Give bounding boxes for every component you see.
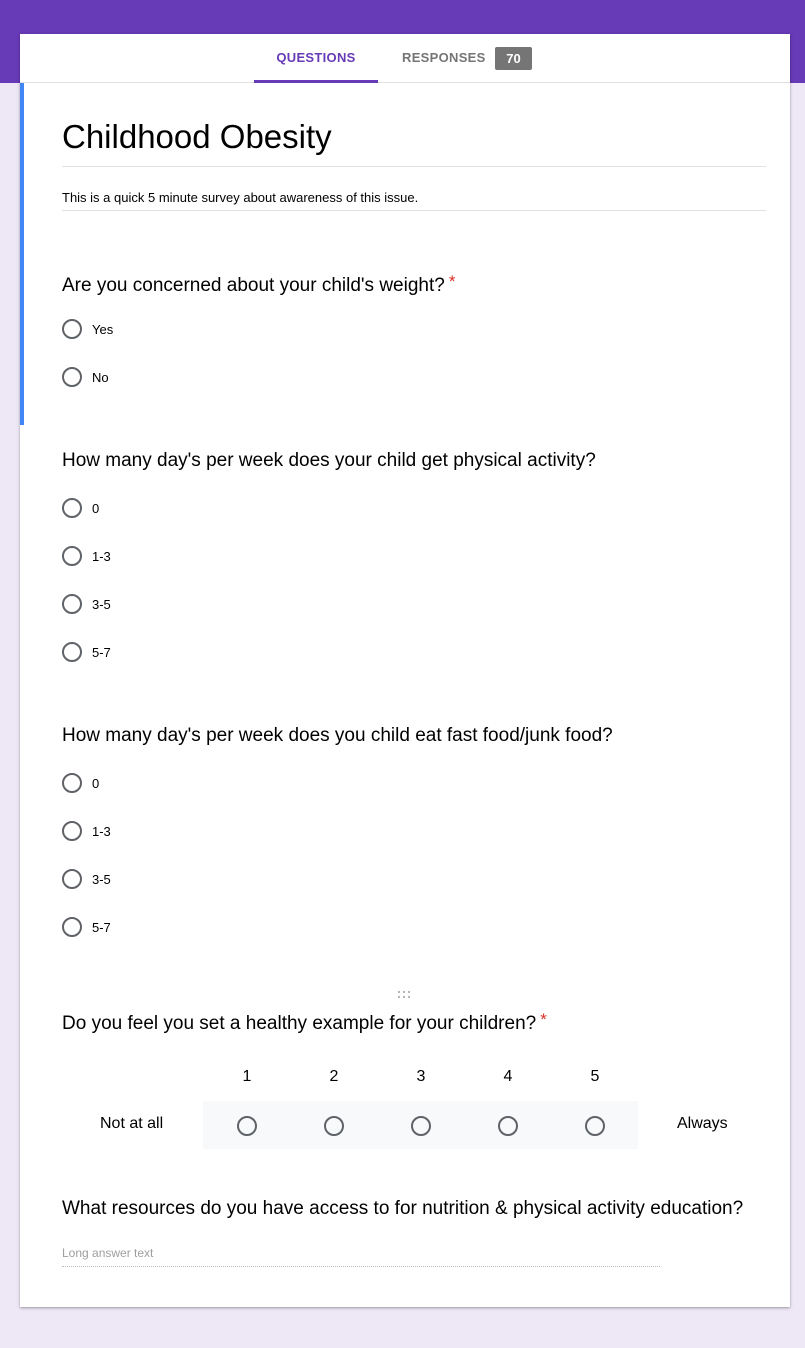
drag-handle-icon[interactable] bbox=[398, 991, 412, 999]
radio-button-icon[interactable] bbox=[62, 546, 82, 566]
question-2-option[interactable] bbox=[62, 593, 111, 615]
question-2-text: How many day's per week does your child get physical activity? bbox=[62, 450, 596, 471]
radio-button-icon[interactable] bbox=[62, 594, 82, 614]
option-label: 1-3 bbox=[92, 823, 111, 839]
question-2-option[interactable] bbox=[62, 641, 111, 663]
question-3-title[interactable] bbox=[62, 724, 613, 748]
question-5-title[interactable] bbox=[62, 1197, 743, 1221]
option-label: 5-7 bbox=[92, 919, 111, 935]
tab-questions-label: QUESTIONS bbox=[276, 50, 356, 65]
form-description[interactable]: This is a quick 5 minute survey about awareness of this issue. bbox=[62, 188, 766, 211]
responses-count-badge: 70 bbox=[495, 47, 532, 70]
active-section-indicator bbox=[20, 83, 24, 425]
tab-responses-label: RESPONSES bbox=[402, 50, 486, 65]
radio-button-icon[interactable] bbox=[62, 821, 82, 841]
option-label: 0 bbox=[92, 775, 100, 791]
question-2-title[interactable] bbox=[62, 449, 596, 473]
required-mark: * bbox=[448, 272, 456, 291]
question-2-option[interactable] bbox=[62, 497, 99, 519]
radio-button-icon[interactable] bbox=[62, 367, 82, 387]
scale-radio-icon[interactable] bbox=[585, 1116, 605, 1136]
radio-button-icon[interactable] bbox=[62, 498, 82, 518]
question-3-text: How many day's per week does you child eat fast food/junk food? bbox=[62, 725, 613, 746]
question-1-text: Are you concerned about your child's weight? bbox=[62, 275, 445, 296]
scale-radio-icon[interactable] bbox=[237, 1116, 257, 1136]
required-mark: * bbox=[540, 1010, 547, 1029]
scale-number: 2 bbox=[329, 1068, 339, 1085]
option-label: Yes bbox=[92, 321, 114, 337]
option-label: 5-7 bbox=[92, 644, 111, 660]
question-2-option[interactable] bbox=[62, 545, 111, 567]
question-5-text: What resources do you have access to for nutrition & physical activity education? bbox=[62, 1198, 744, 1219]
scale-radio-icon[interactable] bbox=[411, 1116, 431, 1136]
question-3-option[interactable] bbox=[62, 820, 111, 842]
radio-button-icon[interactable] bbox=[62, 642, 82, 662]
radio-button-icon[interactable] bbox=[62, 917, 82, 937]
question-3-option[interactable] bbox=[62, 916, 111, 938]
option-label: 3-5 bbox=[92, 871, 111, 887]
question-4-text: Do you feel you set a healthy example for your children? bbox=[62, 1013, 537, 1034]
question-1-option[interactable] bbox=[62, 366, 109, 388]
scale-number: 3 bbox=[416, 1068, 426, 1085]
tab-questions[interactable] bbox=[254, 34, 378, 82]
option-label: 1-3 bbox=[92, 548, 111, 564]
scale-radio-icon[interactable] bbox=[498, 1116, 518, 1136]
scale-number: 4 bbox=[503, 1068, 513, 1085]
form-title[interactable]: Childhood Obesity bbox=[62, 114, 766, 167]
option-label: 0 bbox=[92, 500, 100, 516]
question-4-title[interactable] bbox=[62, 1008, 547, 1036]
form-card bbox=[20, 34, 790, 1307]
scale-low-label: Not at all bbox=[100, 1115, 164, 1132]
radio-button-icon[interactable] bbox=[62, 773, 82, 793]
question-1-option[interactable] bbox=[62, 318, 113, 340]
radio-button-icon[interactable] bbox=[62, 319, 82, 339]
question-3-option[interactable] bbox=[62, 772, 99, 794]
option-label: No bbox=[92, 369, 109, 385]
scale-high-label: Always bbox=[677, 1115, 728, 1132]
scale-radio-icon[interactable] bbox=[324, 1116, 344, 1136]
question-1-title[interactable] bbox=[62, 270, 455, 298]
active-tab-indicator bbox=[254, 80, 378, 83]
scale-number: 1 bbox=[242, 1068, 252, 1085]
radio-button-icon[interactable] bbox=[62, 869, 82, 889]
question-3-option[interactable] bbox=[62, 868, 111, 890]
tab-bar bbox=[20, 34, 790, 83]
tab-responses[interactable] bbox=[402, 34, 486, 82]
long-answer-field[interactable]: Long answer text bbox=[62, 1246, 660, 1267]
option-label: 3-5 bbox=[92, 596, 111, 612]
scale-number: 5 bbox=[590, 1068, 600, 1085]
